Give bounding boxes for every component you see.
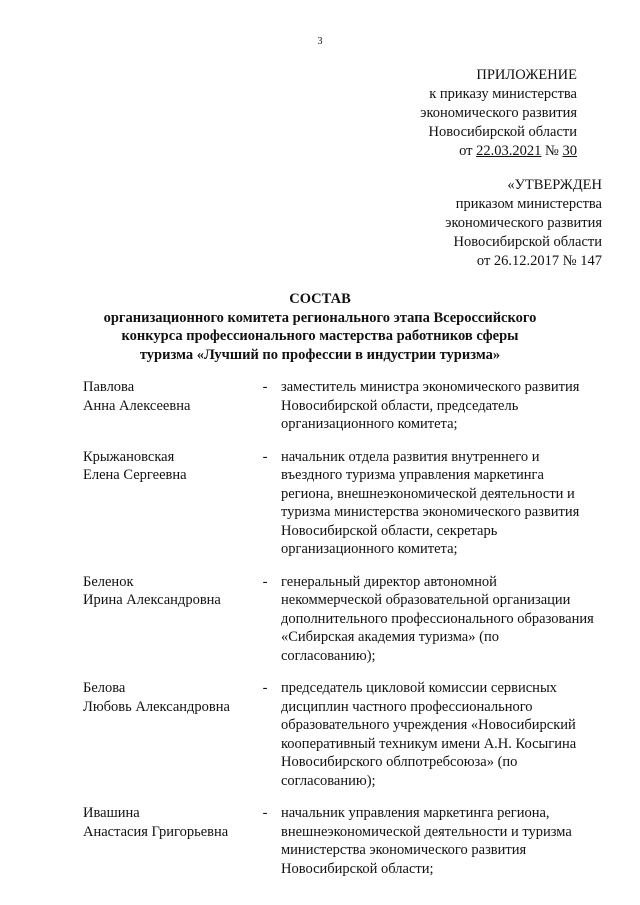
member-row [83,679,613,790]
member-role-line: организационного комитета; [281,541,458,557]
member-role [275,573,613,666]
member-role-line: начальник управления маркетинга региона, [281,805,550,821]
member-name [83,448,253,559]
appendix-number-prefix: № [541,143,563,159]
approval-block [342,176,602,271]
member-role-line: организационного комитета; [281,416,458,432]
member-given: Любовь Александровна [83,698,230,715]
member-role-line: Новосибирской области, секретарь [281,522,498,539]
member-surname: Крыжановская [83,448,175,465]
member-role-line: генеральный директор автономной [281,573,497,590]
appendix-date-prefix: от [459,143,477,159]
member-role [275,804,613,878]
member-row [83,804,613,878]
appendix-header [317,66,577,161]
appendix-line-4: Новосибирской области [428,124,577,140]
member-row [83,378,613,434]
appendix-line-2: к приказу министерства [429,86,577,102]
approval-line-5: от 26.12.2017 № 147 [476,253,602,269]
member-name [83,679,253,790]
member-row [83,573,613,666]
member-role-line: согласованию); [281,772,376,789]
member-role-line: образовательного учреждения «Новосибирский [281,717,576,733]
member-surname: Белова [83,680,126,696]
member-role-line: председатель цикловой комиссии сервисных [281,680,557,696]
document-title [0,290,640,364]
member-role-line: Новосибирского облпотребсоюза» (по [281,754,518,770]
page-number: 3 [317,36,323,47]
member-given: Анна Алексеевна [83,397,191,414]
member-role-line: начальник отдела развития внутреннего и [281,448,540,465]
title-main: СОСТАВ [289,291,351,307]
member-role-line: дополнительного профессионального образования [281,610,594,627]
member-role [275,378,613,434]
member-role-line: туризма министерства экономического развития [281,504,580,520]
title-sub-3: туризма «Лучший по профессии в индустрии туризма» [139,346,501,363]
committee-member-list [83,378,613,892]
member-name [83,573,253,666]
member-given: Елена Сергеевна [83,467,187,483]
member-dash: - [262,448,268,465]
approval-line-2: приказом министерства [455,196,602,212]
member-role-line: согласованию); [281,647,376,664]
member-role-line: въездного туризма управления маркетинга [281,467,544,483]
member-role-line: Новосибирской области, председатель [281,397,519,414]
member-name [83,378,253,434]
approval-line-4: Новосибирской области [453,234,602,250]
member-role-line: кооперативный техникум имени А.Н. Косыгина [281,735,577,752]
appendix-number: 30 [562,143,577,159]
title-sub-1: организационного комитета регионального этапа Всероссийского [103,309,537,326]
member-role-line: министерства экономического развития [281,842,527,858]
member-role-line: «Сибирская академия туризма» (по [281,629,499,645]
approval-line-3: экономического развития [445,215,602,231]
member-role [275,679,613,790]
member-surname: Беленок [83,573,134,590]
member-surname: Ивашина [83,805,140,821]
member-name [83,804,253,878]
member-role-line: Новосибирской области; [281,860,434,877]
member-role-line: дисциплин частного профессионального [281,698,533,715]
appendix-line-1: ПРИЛОЖЕНИЕ [476,67,577,83]
appendix-date: 22.03.2021 [476,143,542,159]
member-given: Ирина Александровна [83,592,221,608]
title-sub-2: конкурса профессионального мастерства работников сферы [121,328,519,344]
member-dash: - [262,379,268,395]
approval-line-1: «УТВЕРЖДЕН [507,177,602,193]
member-dash: - [262,573,268,590]
appendix-line-3: экономического развития [420,105,577,121]
member-given: Анастасия Григорьевна [83,823,229,840]
member-dash: - [262,805,268,821]
appendix-order-line [317,142,577,161]
member-role [275,448,613,559]
member-role-line: внешнеэкономической деятельности и туризма [281,823,572,840]
member-row [83,448,613,559]
member-role-line: некоммерческой образовательной организации [281,592,571,608]
member-dash: - [262,680,268,696]
member-surname: Павлова [83,379,135,395]
member-role-line: региона, внешнеэкономической деятельности и [281,485,575,502]
member-role-line: заместитель министра экономического развития [281,379,580,395]
